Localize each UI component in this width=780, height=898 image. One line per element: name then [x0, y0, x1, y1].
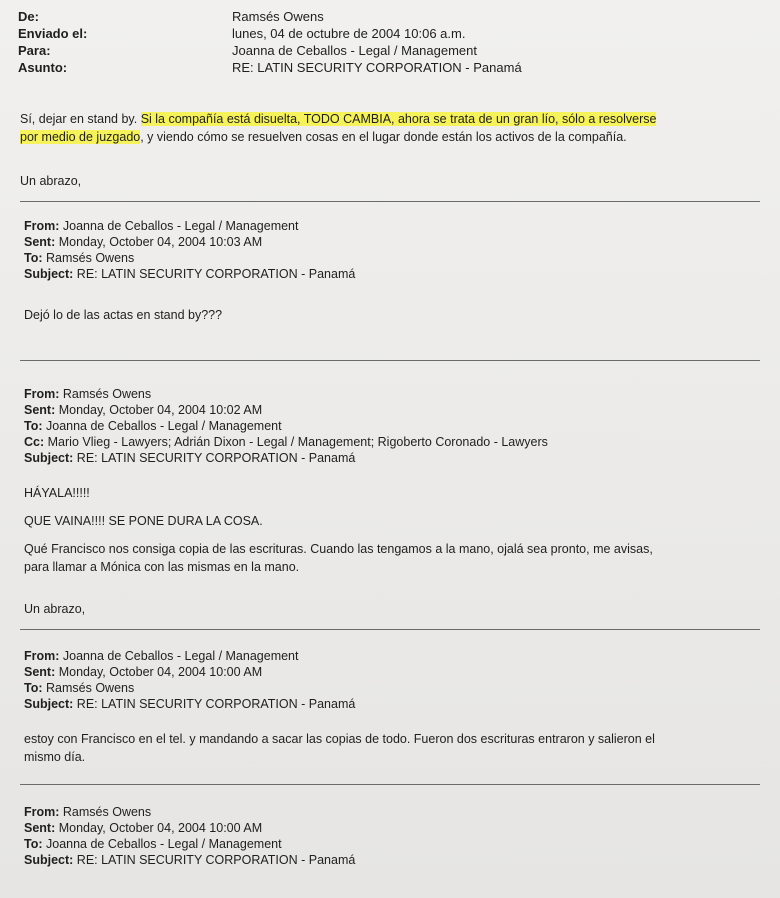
header-row-de	[18, 8, 758, 25]
email-5-to-label: To:	[24, 837, 43, 851]
email-5-from: Ramsés Owens	[62, 805, 152, 819]
email-2-from: Joanna de Ceballos - Legal / Management	[62, 219, 299, 233]
message-1-body	[20, 110, 760, 146]
asunto-value: RE: LATIN SECURITY CORPORATION - Panamá	[232, 60, 522, 75]
email-4-sent-label: Sent:	[24, 665, 56, 679]
de-value: Ramsés Owens	[232, 9, 324, 24]
email-3-sent-label: Sent:	[24, 403, 56, 417]
message-1-closing: Un abrazo,	[20, 174, 82, 188]
email-3-to: Joanna de Ceballos - Legal / Management	[46, 419, 282, 433]
de-label: De:	[18, 9, 39, 24]
email-4-to: Ramsés Owens	[46, 681, 135, 695]
header-row-asunto	[18, 59, 758, 76]
email-5-to: Joanna de Ceballos - Legal / Management	[46, 837, 282, 851]
email-3-cc-label: Cc:	[24, 435, 45, 449]
asunto-label: Asunto:	[18, 60, 68, 75]
email-header	[18, 8, 758, 76]
email-3-cc: Mario Vlieg - Lawyers; Adrián Dixon - Legal / Management; Rigoberto Coronado - Lawyers	[47, 435, 548, 449]
enviado-value: lunes, 04 de octubre de 2004 10:06 a.m.	[232, 26, 466, 41]
email-4-subject: RE: LATIN SECURITY CORPORATION - Panamá	[76, 697, 356, 711]
email-3-body-2: QUE VAINA!!!! SE PONE DURA LA COSA.	[24, 514, 263, 528]
email-4-sent: Monday, October 04, 2004 10:00 AM	[58, 665, 263, 679]
email-4-from: Joanna de Ceballos - Legal / Management	[62, 649, 299, 663]
email-2-sent: Monday, October 04, 2004 10:03 AM	[58, 235, 263, 249]
email-3-closing: Un abrazo,	[24, 602, 86, 616]
email-5-meta	[24, 804, 760, 868]
email-3-to-label: To:	[24, 419, 43, 433]
para-value: Joanna de Ceballos - Legal / Management	[232, 43, 477, 58]
email-3-subject: RE: LATIN SECURITY CORPORATION - Panamá	[76, 451, 356, 465]
email-3-body-3b: para llamar a Mónica con las mismas en la mano.	[24, 560, 300, 574]
para-label: Para:	[18, 43, 51, 58]
email-4-body-2: mismo día.	[24, 750, 86, 764]
email-3-sent: Monday, October 04, 2004 10:02 AM	[58, 403, 263, 417]
email-5-subject: RE: LATIN SECURITY CORPORATION - Panamá	[76, 853, 356, 867]
enviado-label: Enviado el:	[18, 26, 88, 41]
divider-2	[20, 360, 760, 361]
email-4-from-label: From:	[24, 649, 60, 663]
email-2-body: Dejó lo de las actas en stand by???	[24, 308, 223, 322]
email-4-to-label: To:	[24, 681, 43, 695]
email-4-body	[24, 730, 760, 766]
email-5-sent: Monday, October 04, 2004 10:00 AM	[58, 821, 263, 835]
email-5-sent-label: Sent:	[24, 821, 56, 835]
email-3-subject-label: Subject:	[24, 451, 74, 465]
message-1-highlight-2: por medio de juzgado	[20, 130, 141, 144]
header-row-para	[18, 42, 758, 59]
email-2-from-label: From:	[24, 219, 60, 233]
email-5-from-label: From:	[24, 805, 60, 819]
message-1-highlight-1: Si la compañía está disuelta, TODO CAMBIA, ahora se trata de un gran lío, sólo a resolverse	[140, 112, 657, 126]
email-3-from-label: From:	[24, 387, 60, 401]
divider-4	[20, 784, 760, 785]
email-2-meta	[24, 218, 760, 282]
email-5-subject-label: Subject:	[24, 853, 74, 867]
message-1-text-a: Sí, dejar en stand by.	[20, 112, 138, 126]
email-4-body-1: estoy con Francisco en el tel. y mandando a sacar las copias de todo. Fueron dos escrituras entraron y salieron el	[24, 732, 655, 746]
email-4-meta	[24, 648, 760, 712]
email-3-body-3a: Qué Francisco nos consiga copia de las escrituras. Cuando las tengamos a la mano, ojalá sea pronto, me avisas,	[24, 542, 653, 556]
email-3-body-3	[24, 540, 760, 576]
header-row-enviado	[18, 25, 758, 42]
email-2-subject: RE: LATIN SECURITY CORPORATION - Panamá	[76, 267, 356, 281]
divider-3	[20, 629, 760, 630]
email-3-from: Ramsés Owens	[62, 387, 152, 401]
message-1-text-b: , y viendo cómo se resuelven cosas en el lugar donde están los activos de la compañía.	[140, 130, 627, 144]
email-4-subject-label: Subject:	[24, 697, 74, 711]
email-3-meta	[24, 386, 760, 466]
divider-1	[20, 201, 760, 202]
email-2-subject-label: Subject:	[24, 267, 74, 281]
email-2-to: Ramsés Owens	[46, 251, 135, 265]
email-2-sent-label: Sent:	[24, 235, 56, 249]
email-3-body-1: HÁYALA!!!!!	[24, 486, 90, 500]
email-2-to-label: To:	[24, 251, 43, 265]
